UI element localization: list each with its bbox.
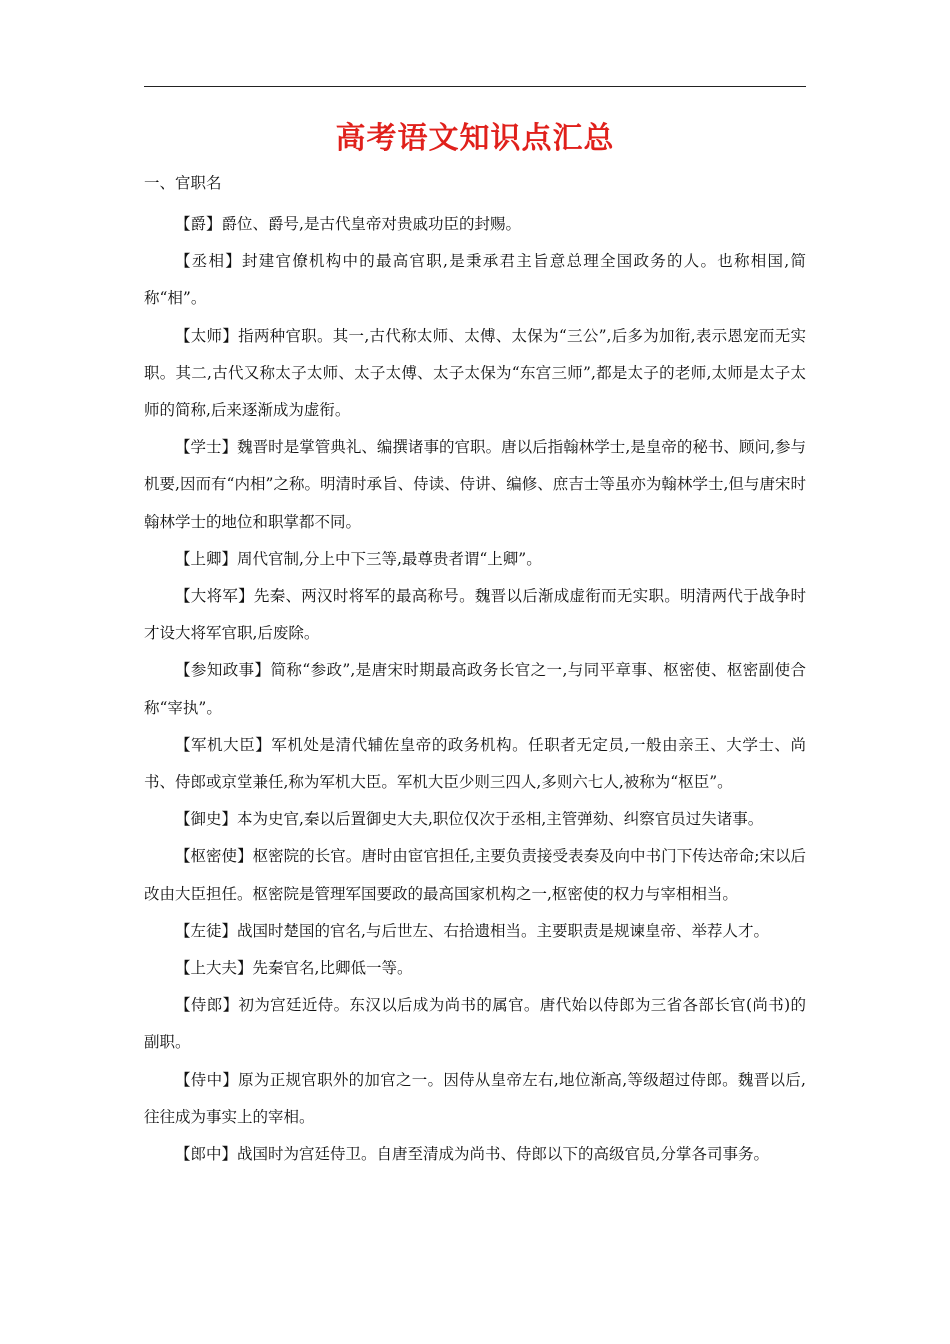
entry-text: 简称“参政”,是唐宋时期最高政务长官之一,与同平章事、枢密使、枢密副使合称“宰执”。 (144, 661, 806, 717)
entry-text: 原为正规官职外的加官之一。因侍从皇帝左右,地位渐高,等级超过侍郎。魏晋以后,往往成为事实上的宰相。 (144, 1070, 806, 1126)
entry-langzhong (144, 1136, 806, 1173)
entry-junjidachen (144, 727, 806, 801)
entries-list (144, 206, 806, 1173)
entry-term: 【太师】 (175, 326, 239, 345)
entry-term: 【上卿】 (175, 549, 238, 568)
section-heading: 一、官职名 (144, 174, 222, 192)
entry-term: 【郎中】 (175, 1145, 238, 1164)
entry-text: 封建官僚机构中的最高官职,是秉承君主旨意总理全国政务的人。也称相国,简称“相”。 (144, 252, 806, 308)
entry-shumishi (144, 838, 806, 912)
entry-text: 枢密院的长官。唐时由宦官担任,主要负责接受表奏及向中书门下传达帝命;宋以后改由大臣担任。枢密院是管理军国要政的最高国家机构之一,枢密使的权力与宰相相当。 (144, 847, 806, 903)
entry-term: 【丞相】 (175, 252, 243, 271)
document-title: 高考语文知识点汇总 (335, 121, 615, 156)
entry-term: 【学士】 (175, 438, 238, 457)
entry-yushi (144, 801, 806, 838)
entry-xueshi (144, 429, 806, 541)
entry-text: 战国时楚国的官名,与后世左、右拾遗相当。主要职责是规谏皇帝、举荐人才。 (237, 921, 769, 940)
entry-term: 【左徒】 (175, 921, 238, 940)
entry-term: 【军机大臣】 (175, 735, 272, 754)
entry-text: 指两种官职。其一,古代称太师、太傅、太保为“三公”,后多为加衔,表示恩宠而无实职。其二,古代又称太子太师、太子太傅、太子太保为“东宫三师”,都是太子的老师,太师是太子太师的简称,后来逐渐成为虚衔。 (144, 326, 806, 420)
entry-term: 【御史】 (175, 810, 238, 829)
entry-text: 军机处是清代辅佐皇帝的政务机构。任职者无定员,一般由亲王、大学士、尚书、侍郎或京堂兼任,称为军机大臣。军机大臣少则三四人,多则六七人,被称为“枢臣”。 (144, 735, 806, 792)
entry-taishi (144, 318, 806, 430)
entry-text: 爵位、爵号,是古代皇帝对贵戚功臣的封赐。 (221, 215, 521, 233)
entry-text: 战国时为宫廷侍卫。自唐至清成为尚书、侍郎以下的高级官员,分掌各司事务。 (237, 1145, 769, 1164)
entry-term: 【侍郎】 (175, 996, 239, 1015)
entry-text: 先秦、两汉时将军的最高称号。魏晋以后渐成虚衔而无实职。明清两代于战争时才设大将军官职,后废除。 (144, 587, 806, 643)
entry-term: 【参知政事】 (175, 661, 271, 680)
entry-shangqing (144, 541, 806, 578)
entry-text: 先秦官名,比卿低一等。 (252, 959, 413, 978)
entry-term: 【上大夫】 (175, 959, 253, 978)
entry-shizhong (144, 1062, 806, 1136)
entry-chengxiang (144, 243, 806, 317)
entry-term: 【大将军】 (175, 587, 254, 606)
entry-canzhizhengshi (144, 652, 806, 726)
entry-term: 【侍中】 (175, 1070, 239, 1089)
entry-dajiangjun (144, 578, 806, 652)
entry-term: 【枢密使】 (175, 847, 253, 866)
entry-text: 本为史官,秦以后置御史大夫,职位仅次于丞相,主管弹劾、纠察官员过失诸事。 (237, 810, 764, 829)
header-rule (144, 86, 806, 87)
entry-shangdafu (144, 950, 806, 987)
entry-text: 初为宫廷近侍。东汉以后成为尚书的属官。唐代始以侍郎为三省各部长官(尚书)的副职。 (144, 996, 806, 1052)
entry-text: 魏晋时是掌管典礼、编撰诸事的官职。唐以后指翰林学士,是皇帝的秘书、顾问,参与机要,因而有“内相”之称。明清时承旨、侍读、侍讲、编修、庶吉士等虽亦为翰林学士,但与唐宋时翰林学士的地位和职掌都不同。 (144, 438, 806, 531)
entry-jue (144, 206, 806, 243)
entry-zuotu (144, 913, 806, 950)
entry-term: 【爵】 (175, 215, 222, 233)
entry-shilang (144, 987, 806, 1061)
entry-text: 周代官制,分上中下三等,最尊贵者谓“上卿”。 (237, 549, 542, 568)
